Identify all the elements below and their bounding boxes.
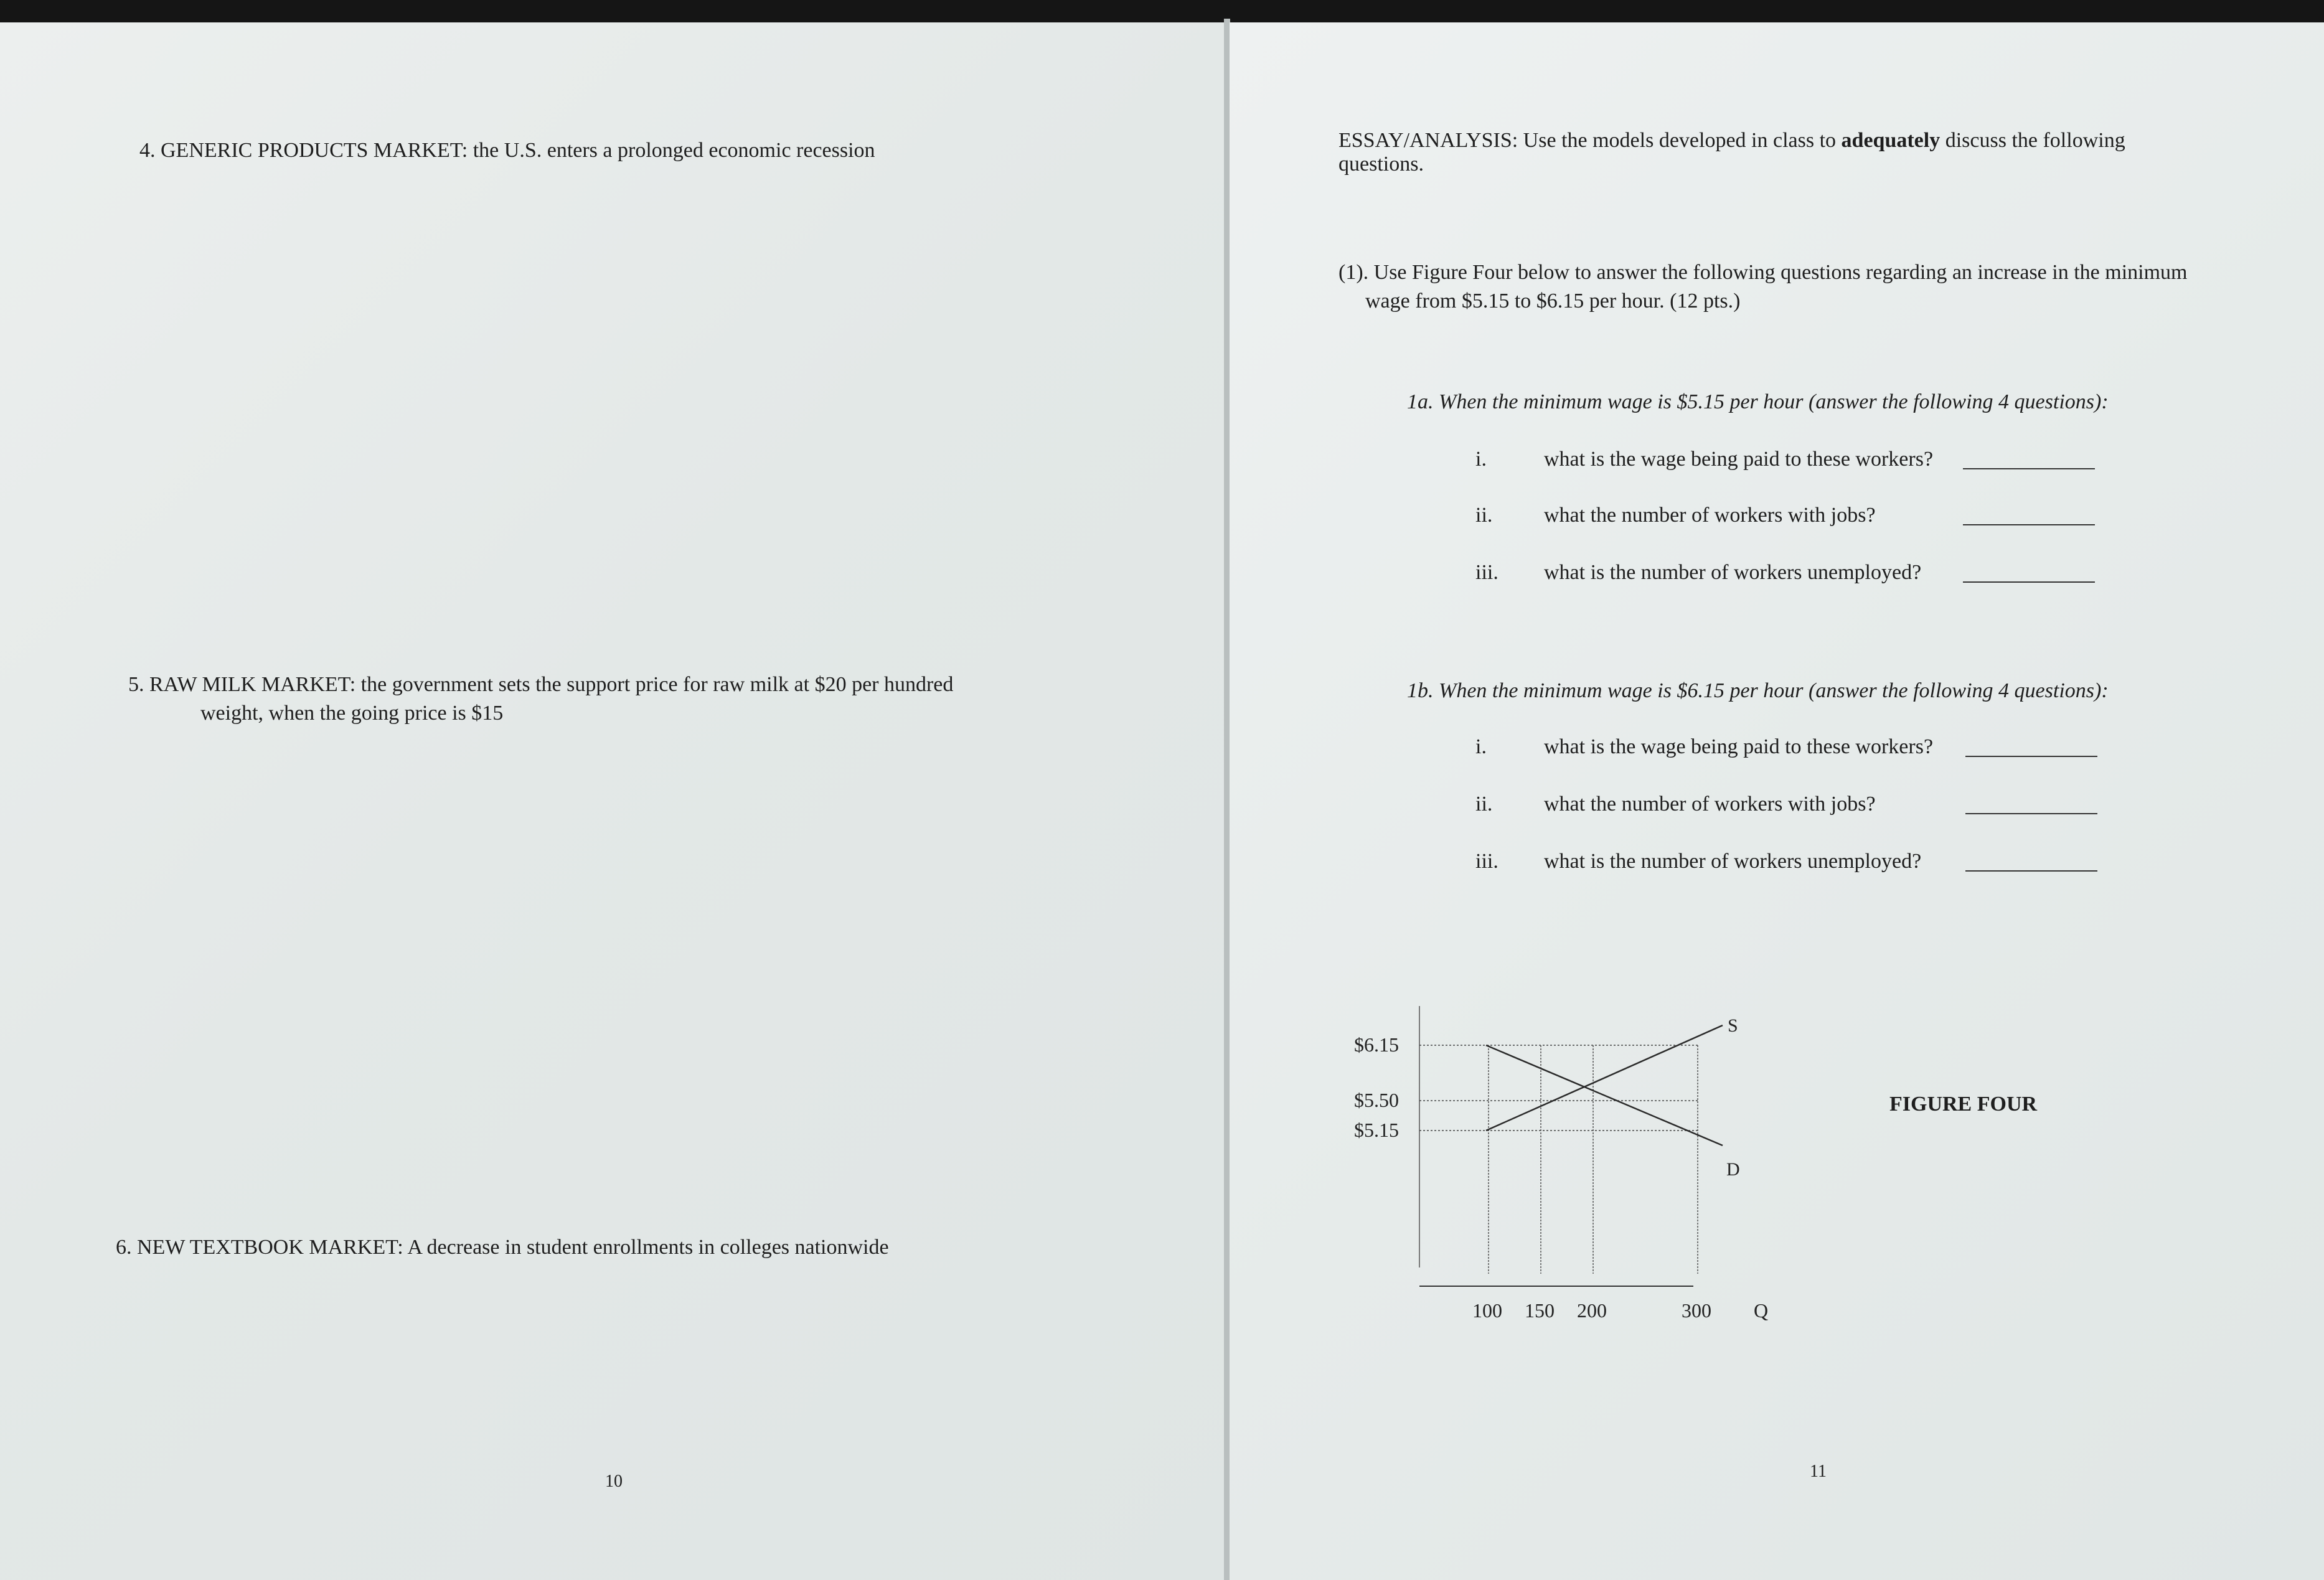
answer-blank[interactable] [1965,870,2097,872]
part-1b-item-num: i. [1475,735,1487,758]
part-1b-item-num: iii. [1475,850,1498,873]
part-1a-item-text: what is the wage being paid to these workers? [1544,448,1934,471]
top-bezel [0,0,2324,25]
part-1a-heading: 1a. When the minimum wage is $5.15 per hour (answer the following 4 questions): [1407,390,2109,413]
essay-bold-word: adequately [1841,129,1941,152]
answer-blank[interactable] [1963,468,2095,469]
x-tick-label: 100 [1472,1299,1502,1322]
answer-blank[interactable] [1965,756,2097,757]
part-1b-heading: 1b. When the minimum wage is $6.15 per hour (answer the following 4 questions): [1407,679,2109,702]
y-tick-label: $6.15 [1354,1033,1399,1056]
left-page [0,22,1225,1580]
answer-blank[interactable] [1963,524,2095,525]
essay-intro: ESSAY/ANALYSIS: Use the models developed in class to [1338,129,1842,152]
x-axis-label: Q [1754,1299,1769,1322]
series-s-line [1486,1025,1723,1131]
page-number-left: 10 [605,1472,623,1491]
x-tick-label: 300 [1682,1299,1711,1322]
question-5-line1: 5. RAW MILK MARKET: the government sets the support price for raw milk at $20 per hundred [128,673,954,696]
y-tick-label: $5.50 [1354,1089,1399,1112]
part-1b-item-text: what the number of workers with jobs? [1544,792,1876,816]
question-6: 6. NEW TEXTBOOK MARKET: A decrease in student enrollments in colleges nationwide [116,1236,889,1259]
essay-tail: discuss the following [1940,129,2125,152]
part-1b-item-num: ii. [1475,792,1493,816]
figure-label: FIGURE FOUR [1889,1093,2038,1116]
question-4: 4. GENERIC PRODUCTS MARKET: the U.S. enters a prolonged economic recession [139,139,875,162]
part-1b-item-text: what is the wage being paid to these workers? [1544,735,1934,758]
part-1b-item-text: what is the number of workers unemployed? [1544,850,1922,873]
x-tick-label: 200 [1577,1299,1607,1322]
part-1a-item-num: i. [1475,448,1487,471]
question-1-line1: (1). Use Figure Four below to answer the following questions regarding an increase in the minimum [1338,261,2188,284]
part-1a-item-num: iii. [1475,561,1498,584]
essay-instructions-line2: questions. [1338,153,1424,176]
part-1a-item-text: what is the number of workers unemployed? [1544,561,1922,584]
series-d-label: D [1726,1159,1740,1180]
answer-blank[interactable] [1965,813,2097,814]
question-5-line2: weight, when the going price is $15 [200,702,504,725]
part-1a-item-num: ii. [1475,504,1493,527]
series-s-label: S [1728,1015,1738,1036]
answer-blank[interactable] [1963,581,2095,583]
x-tick-label: 150 [1525,1299,1555,1322]
y-tick-label: $5.15 [1354,1119,1399,1141]
page-number-right: 11 [1810,1462,1827,1481]
essay-instructions-line1 [1338,127,2125,154]
part-1a-item-text: what the number of workers with jobs? [1544,504,1876,527]
question-1-line2: wage from $5.15 to $6.15 per hour. (12 pts.) [1365,289,1741,313]
figure-four-chart [1354,981,1802,1355]
right-page [1230,22,2324,1580]
